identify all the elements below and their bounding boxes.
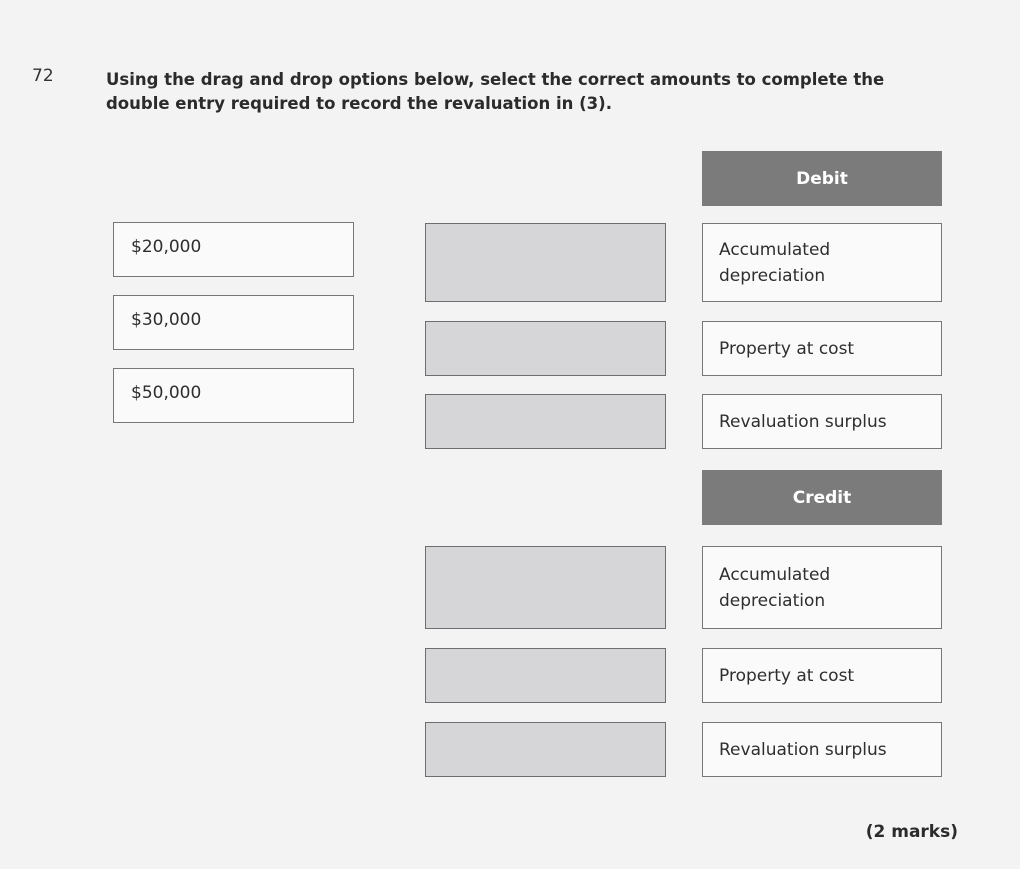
question-text: Using the drag and drop options below, select the correct amounts to complete the double entry required to record the revaluation in (3). bbox=[106, 70, 885, 113]
debit-header: Debit bbox=[702, 151, 942, 206]
debit-account-2: Property at cost bbox=[702, 321, 942, 376]
credit-account-2: Property at cost bbox=[702, 648, 942, 703]
debit-account-3: Revaluation surplus bbox=[702, 394, 942, 449]
debit-drop-zone-2[interactable] bbox=[425, 321, 666, 376]
drag-option-2[interactable]: $30,000 bbox=[113, 295, 354, 350]
question-number: 72 bbox=[32, 66, 54, 86]
drag-option-3[interactable]: $50,000 bbox=[113, 368, 354, 423]
credit-drop-zone-3[interactable] bbox=[425, 722, 666, 777]
credit-drop-zone-2[interactable] bbox=[425, 648, 666, 703]
credit-header: Credit bbox=[702, 470, 942, 525]
credit-account-3: Revaluation surplus bbox=[702, 722, 942, 777]
debit-drop-zone-1[interactable] bbox=[425, 223, 666, 302]
drag-option-1[interactable]: $20,000 bbox=[113, 222, 354, 277]
debit-account-1: Accumulated depreciation bbox=[702, 223, 942, 302]
debit-drop-zone-3[interactable] bbox=[425, 394, 666, 449]
credit-drop-zone-1[interactable] bbox=[425, 546, 666, 629]
marks-label: (2 marks) bbox=[865, 822, 958, 842]
credit-account-1: Accumulated depreciation bbox=[702, 546, 942, 629]
